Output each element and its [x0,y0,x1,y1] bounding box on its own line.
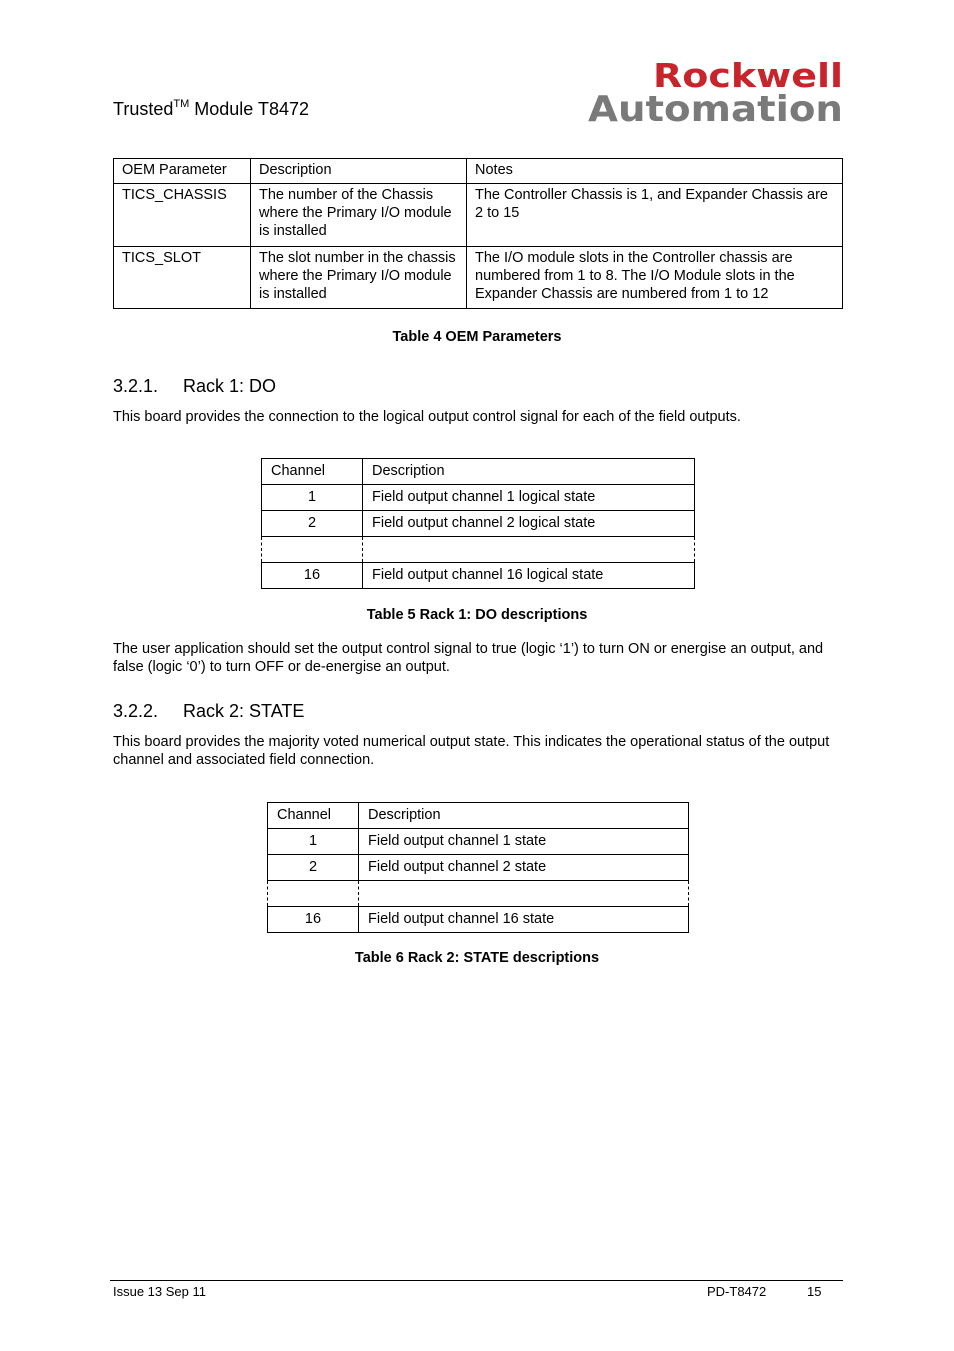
table-cell: The I/O module slots in the Controller chassis are numbered from 1 to 8. The I/O Module slots in the Expander Chassis are numbered from 1 to 12 [467,247,843,309]
table-cell: 1 [262,485,363,511]
table-cell: 2 [262,511,363,537]
table-cell: The Controller Chassis is 1, and Expander Chassis are 2 to 15 [467,184,843,247]
body-paragraph: This board provides the connection to the logical output control signal for each of the field outputs. [113,409,741,425]
table-row [268,907,689,933]
header-cell: Description [359,803,689,829]
table-cell: The slot number in the chassis where the Primary I/O module is installed [251,247,467,309]
table-cell: 16 [268,907,359,933]
table-row-ellipsis [268,881,689,907]
table-cell: TICS_SLOT [114,247,251,309]
table-caption: Table 4 OEM Parameters [392,329,562,345]
header-cell: Notes [467,159,843,184]
table-row-ellipsis [262,537,695,563]
document-title: Trusted™ Module T8472 [113,98,310,119]
table-cell: 1 [268,829,359,855]
table-cell [268,881,359,907]
table-cell: Field output channel 16 state [359,907,689,933]
footer-page-number: 15 [807,1284,822,1299]
table-cell: Field output channel 1 logical state [363,485,695,511]
table-cell: The number of the Chassis where the Primary I/O module is installed [251,184,467,247]
table-cell: Field output channel 1 state [359,829,689,855]
table-cell: 16 [262,563,363,589]
section-heading: 3.2.2. Rack 2: STATE [113,701,305,721]
table-header-row [262,459,695,485]
table-row [262,563,695,589]
table-row [262,485,695,511]
header-cell: Channel [262,459,363,485]
oem-parameters-table [113,158,843,309]
table-cell: Field output channel 2 state [359,855,689,881]
table-cell: TICS_CHASSIS [114,184,251,247]
rockwell-automation-logo [586,58,846,126]
footer-doc-id: PD-T8472 [707,1284,767,1299]
table-cell [262,537,363,563]
state-channel-table [267,802,689,933]
table-cell: Field output channel 2 logical state [363,511,695,537]
table-header-row [268,803,689,829]
table-row [114,184,843,247]
footer-divider [110,1280,843,1281]
header-cell: Description [363,459,695,485]
table-header-row [114,159,843,184]
section-heading: 3.2.1. Rack 1: DO [113,376,277,396]
table-row [262,511,695,537]
trademark-superscript: TM [173,98,190,110]
table-row [268,855,689,881]
table-caption: Table 6 Rack 2: STATE descriptions [354,950,600,966]
table-row [114,247,843,309]
header-cell: Channel [268,803,359,829]
logo-automation-text: Automation [588,89,843,126]
header-cell: Description [251,159,467,184]
table-cell: Field output channel 16 logical state [363,563,695,589]
table-caption: Table 5 Rack 1: DO descriptions [366,607,588,623]
body-paragraph: The user application should set the output control signal to true (logic ‘1’) to turn ON or energise an output, and false (logic ‘0’) to turn OFF or de-energise an output. [113,641,824,675]
footer-issue: Issue 13 Sep 11 [113,1284,206,1299]
table-cell: 2 [268,855,359,881]
header-cell: OEM Parameter [114,159,251,184]
body-paragraph: This board provides the majority voted numerical output state. This indicates the operational status of the output channel and associated field connection. [113,734,830,768]
table-cell [359,881,689,907]
table-cell [363,537,695,563]
table-row [268,829,689,855]
logo-rockwell-text: Rockwell [653,58,843,95]
do-channel-table [261,458,695,589]
